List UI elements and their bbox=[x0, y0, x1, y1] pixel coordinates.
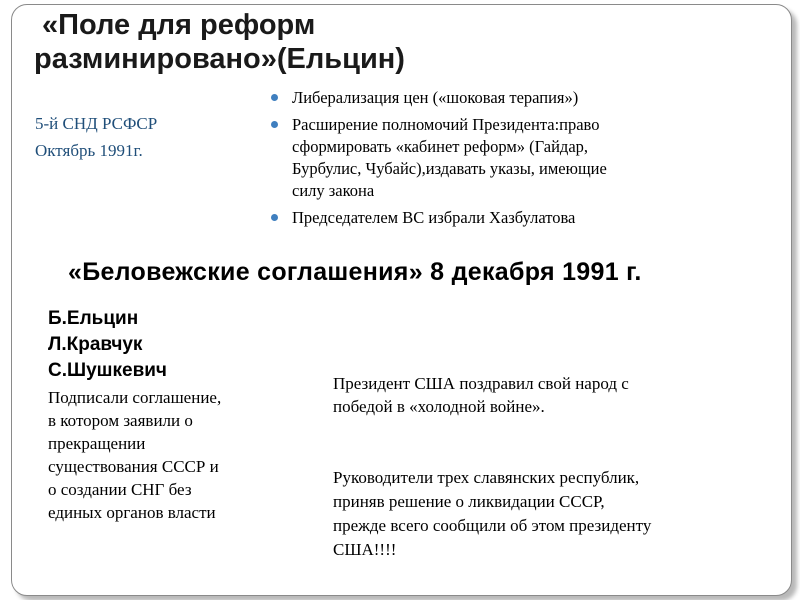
bullet-item-supreme-council-chair bbox=[270, 207, 740, 229]
signed-line-1: Подписали соглашение, bbox=[48, 388, 222, 407]
slav-line-1: Руководители трех славянских республик, bbox=[333, 468, 640, 487]
usa-line-2: победой в «холодной войне». bbox=[333, 397, 545, 416]
leader-kravchuk: Л.Кравчук bbox=[48, 334, 143, 355]
signed-line-5: о создании СНГ без bbox=[48, 480, 192, 499]
bullet-item-president-powers bbox=[270, 114, 740, 202]
belovezh-heading: «Беловежские соглашения» 8 декабря 1991 г. bbox=[68, 258, 642, 286]
bullet-dot-icon bbox=[271, 214, 278, 221]
leaders-list bbox=[48, 306, 298, 384]
session-line-1: 5-й СНД РСФСР bbox=[35, 114, 158, 133]
slide-title bbox=[34, 8, 474, 76]
bullet-3-line-1: Председателем ВС избрали Хазбулатова bbox=[292, 208, 576, 227]
bullet-2-line-4: силу закона bbox=[292, 181, 375, 200]
signed-line-2: в котором заявили о bbox=[48, 411, 193, 430]
slavic-leaders-text bbox=[333, 466, 773, 562]
bullet-2-line-3: Бурбулис, Чубайс),издавать указы, имеющие bbox=[292, 159, 607, 178]
signed-line-3: прекращении bbox=[48, 434, 146, 453]
bullet-item-price-liberalization bbox=[270, 87, 740, 109]
slav-line-3: прежде всего сообщили об этом президенту bbox=[333, 516, 652, 535]
congress-session-label bbox=[35, 110, 255, 164]
slav-line-2: приняв решение о ликвидации СССР, bbox=[333, 492, 605, 511]
session-line-2: Октябрь 1991г. bbox=[35, 141, 143, 160]
bullet-2-line-2: сформировать «кабинет реформ» (Гайдар, bbox=[292, 137, 589, 156]
signed-agreement-text bbox=[48, 386, 298, 524]
usa-line-1: Президент США поздравил свой народ с bbox=[333, 374, 629, 393]
reform-bullet-list bbox=[270, 87, 740, 234]
bullet-dot-icon bbox=[271, 121, 278, 128]
usa-president-text bbox=[333, 372, 763, 418]
title-line-2: разминировано»(Ельцин) bbox=[34, 43, 405, 75]
bullet-2-line-1: Расширение полномочий Президента:право bbox=[292, 115, 600, 134]
title-line-1: «Поле для реформ bbox=[42, 9, 316, 41]
bullet-dot-icon bbox=[271, 94, 278, 101]
signed-line-6: единых органов власти bbox=[48, 503, 216, 522]
leader-shushkevich: С.Шушкевич bbox=[48, 360, 167, 381]
leader-yeltsin: Б.Ельцин bbox=[48, 308, 139, 329]
bullet-1-line-1: Либерализация цен («шоковая терапия») bbox=[292, 88, 579, 107]
slav-line-4: США!!!! bbox=[333, 540, 397, 559]
signed-line-4: существования СССР и bbox=[48, 457, 219, 476]
